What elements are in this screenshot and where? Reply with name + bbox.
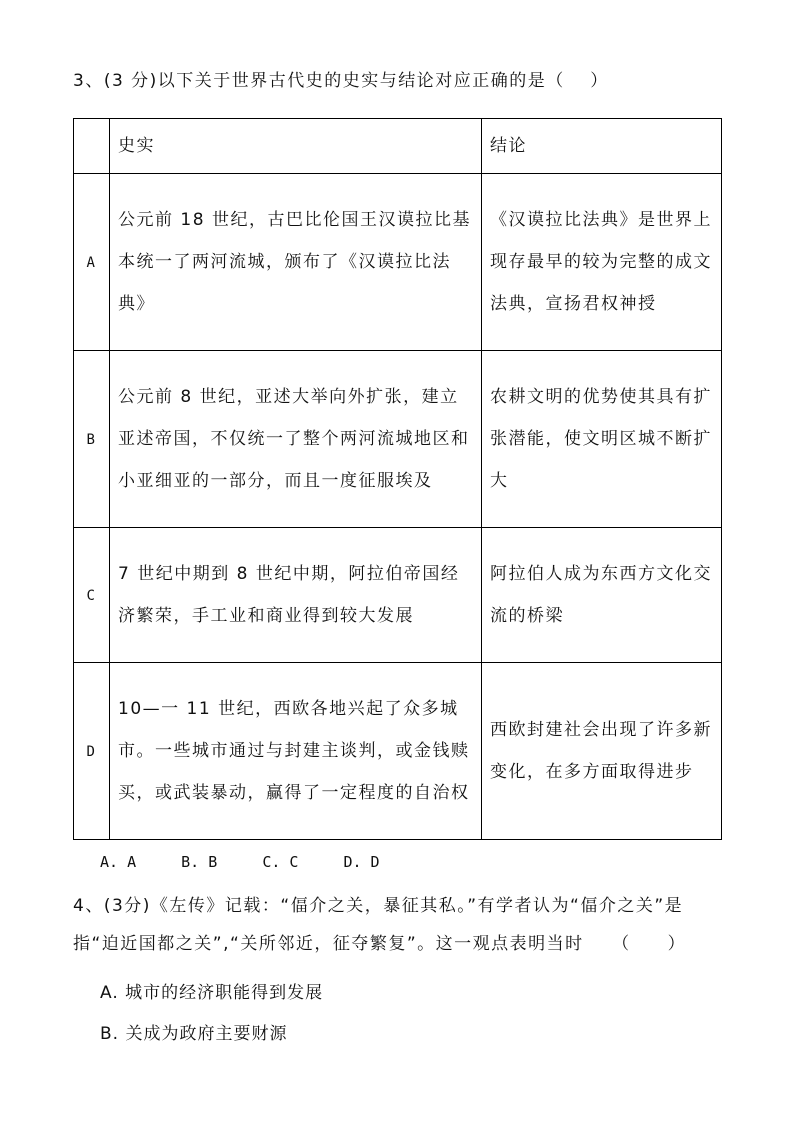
question-3-stem: 3、(3 分)以下关于世界古代史的史实与结论对应正确的是（ ） bbox=[73, 71, 609, 91]
option-c[interactable]: C. C bbox=[262, 853, 299, 871]
row-letter-cell: C bbox=[74, 528, 110, 663]
question-4-stem-line-2: 指“迫近国都之关”,“关所邻近，征夺繁复”。这一观点表明当时 （ ） bbox=[73, 934, 687, 954]
question-3-table bbox=[73, 118, 722, 840]
question-4-option-b[interactable]: B. 关成为政府主要财源 bbox=[100, 1024, 288, 1044]
row-fact-cell: 10—一 11 世纪，西欧各地兴起了众多城市。一些城市通过与封建主谈判，或金钱赎买，或武装暴动，赢得了一定程度的自治权 bbox=[110, 663, 482, 840]
row-conclusion-cell: 《汉谟拉比法典》是世界上现存最早的较为完整的成文法典，宣扬君权神授 bbox=[482, 174, 722, 351]
option-b[interactable]: B. B bbox=[181, 853, 218, 871]
header-letter-cell bbox=[74, 119, 110, 174]
table-row bbox=[74, 351, 722, 528]
row-fact-cell: 公元前 18 世纪，古巴比伦国王汉谟拉比基本统一了两河流城，颁布了《汉谟拉比法典》 bbox=[110, 174, 482, 351]
question-4-option-a[interactable]: A. 城市的经济职能得到发展 bbox=[100, 983, 324, 1003]
header-conclusion-cell: 结论 bbox=[482, 119, 722, 174]
option-d[interactable]: D. D bbox=[343, 853, 380, 871]
table-row bbox=[74, 174, 722, 351]
row-letter-cell: A bbox=[74, 174, 110, 351]
question-4-stem-line-1: 4、(3分)《左传》记载：“偪介之关，暴征其私。”有学者认为“偪介之关”是 bbox=[73, 896, 684, 916]
table-row bbox=[74, 528, 722, 663]
option-a[interactable]: A. A bbox=[100, 853, 137, 871]
header-fact-cell: 史实 bbox=[110, 119, 482, 174]
row-conclusion-cell: 阿拉伯人成为东西方文化交流的桥梁 bbox=[482, 528, 722, 663]
table-row bbox=[74, 663, 722, 840]
question-3-options bbox=[100, 853, 416, 871]
row-conclusion-cell: 西欧封建社会出现了许多新变化，在多方面取得进步 bbox=[482, 663, 722, 840]
row-letter-cell: B bbox=[74, 351, 110, 528]
row-fact-cell: 7 世纪中期到 8 世纪中期，阿拉伯帝国经济繁荣，手工业和商业得到较大发展 bbox=[110, 528, 482, 663]
table-header-row bbox=[74, 119, 722, 174]
row-conclusion-cell: 农耕文明的优势使其具有扩张潜能，使文明区城不断扩大 bbox=[482, 351, 722, 528]
row-fact-cell: 公元前 8 世纪，亚述大举向外扩张，建立亚述帝国，不仅统一了整个两河流城地区和小亚细亚的一部分，而且一度征服埃及 bbox=[110, 351, 482, 528]
row-letter-cell: D bbox=[74, 663, 110, 840]
